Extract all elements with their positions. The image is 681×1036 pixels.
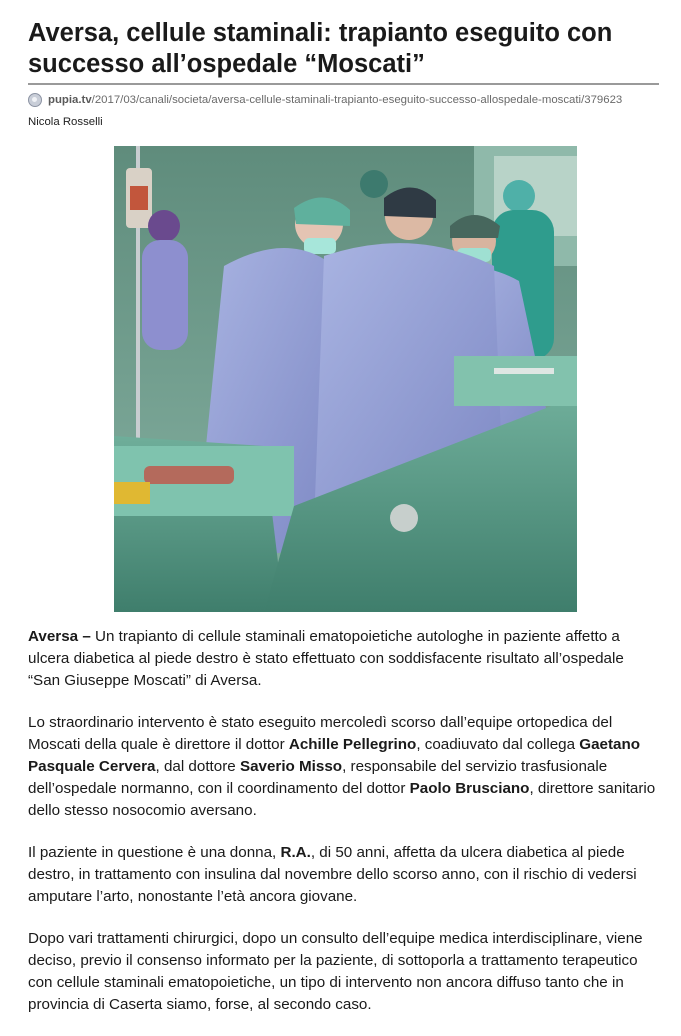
article-title: Aversa, cellule staminali: trapianto eseguito con successo all’ospedale “Moscati” (28, 19, 613, 78)
source-domain[interactable]: pupia.tv (48, 94, 92, 106)
title-divider (28, 83, 659, 85)
patient-initials: R.A. (280, 844, 311, 861)
source-url[interactable] (28, 91, 668, 109)
author-name: Nicola Rosselli (28, 116, 103, 128)
globe-icon (28, 93, 42, 107)
name-paolo-brusciano: Paolo Brusciano (409, 780, 530, 797)
paragraph-1: Aversa – Un trapianto di cellule staminali ematopoietiche autologhe in paziente affetto a ulcera diabetica al piede destro è stato effettuato con soddisfacente risultato all’ospedale “San Giuseppe Moscati” di Aversa. (28, 628, 624, 689)
paragraph-3: Il paziente in questione è una donna, R.A., di 50 anni, affetta da ulcera diabetica al piede destro, in trattamento con insulina dal novembre dello scorso anno, con il rischio di vedersi amputare l’arto, nonostante l’età ancora giovane. (28, 844, 637, 905)
name-saverio-misso: Saverio Misso (239, 758, 343, 775)
name-gaetano-pasquale-cervera: Gaetano Pasquale Cervera (28, 736, 641, 775)
name-achille-pellegrino: Achille Pellegrino (288, 736, 417, 753)
article-body (28, 626, 658, 1036)
paragraph-2: Lo straordinario intervento è stato eseguito mercoledì scorso dall’equipe ortopedica del Moscati della quale è direttore il dottor Achille Pellegrino, coadiuvato dal collega Gaetano Pasquale Cervera, dal dottore Saverio Misso, responsabile del servizio trasfusionale dell’ospedale normanno, con il coordinamento del dottor Paolo Brusciano, direttore sanitario dello stesso nosocomio aversano. (28, 714, 656, 819)
surgery-photo-icon (114, 146, 577, 612)
surgery-photo (114, 146, 577, 612)
source-path[interactable]: /2017/03/canali/societa/aversa-cellule-staminali-trapianto-eseguito-successo-allospedale-moscati/379623 (91, 94, 623, 106)
paragraph-4: Dopo vari trattamenti chirurgici, dopo un consulto dell’equipe medica interdisciplinare, viene deciso, previo il consenso informato per la paziente, di sottoporla a trattamento terapeutico con cellule staminali ematopoietiche, un tipo di intervento non ancora diffuso tanto che in provincia di Caserta siamo, forse, al secondo caso. (28, 930, 643, 1013)
dateline: Aversa – (28, 628, 91, 645)
